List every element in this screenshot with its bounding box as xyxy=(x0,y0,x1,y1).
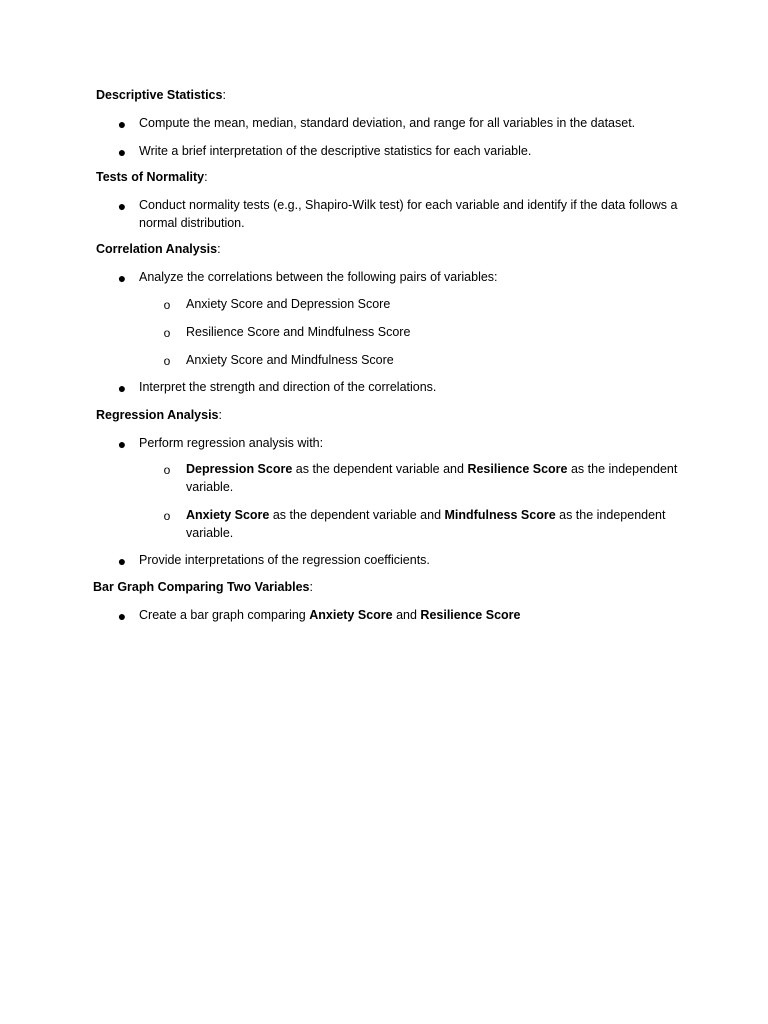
sub-list-item: Anxiety Score and Mindfulness Score xyxy=(186,353,394,367)
section-heading-bar-graph xyxy=(93,578,313,596)
independent-variable: Resilience Score xyxy=(467,462,568,476)
item-text: Create a bar graph comparing xyxy=(139,608,310,622)
model-text: as the independent variable. xyxy=(186,508,666,540)
bullet-icon: ● xyxy=(117,198,127,214)
heading-text: Bar Graph Comparing Two Variables xyxy=(93,580,310,594)
sub-bullet-icon: o xyxy=(163,354,171,368)
list-item: Perform regression analysis with: xyxy=(139,436,324,450)
independent-variable: Mindfulness Score xyxy=(444,508,556,522)
section-heading-correlation-analysis xyxy=(96,240,221,258)
sub-bullet-icon: o xyxy=(163,326,171,340)
model-text: as the dependent variable and xyxy=(269,508,445,522)
list-item: Analyze the correlations between the following pairs of variables: xyxy=(139,270,498,284)
list-item xyxy=(139,606,679,624)
variable-name: Resilience Score xyxy=(420,608,521,622)
heading-text: Descriptive Statistics xyxy=(96,88,223,102)
bullet-icon: ● xyxy=(117,553,127,569)
model-text: as the dependent variable and xyxy=(292,462,468,476)
list-item: Interpret the strength and direction of the correlations. xyxy=(139,380,437,394)
section-heading-tests-of-normality xyxy=(96,168,208,186)
list-item: Write a brief interpretation of the descriptive statistics for each variable. xyxy=(139,144,532,158)
heading-text: Regression Analysis xyxy=(96,408,219,422)
bullet-icon: ● xyxy=(117,144,127,160)
sub-bullet-icon: o xyxy=(163,509,171,523)
item-text: and xyxy=(392,608,421,622)
sub-bullet-icon: o xyxy=(163,298,171,312)
sub-list-item: Anxiety Score and Depression Score xyxy=(186,297,391,311)
bullet-icon: ● xyxy=(117,270,127,286)
section-heading-descriptive-statistics xyxy=(96,86,226,104)
heading-text: Tests of Normality xyxy=(96,170,205,184)
list-item: Conduct normality tests (e.g., Shapiro-Wilk test) for each variable and identify if the data follows a normal distribution. xyxy=(139,198,678,230)
list-item: Compute the mean, median, standard deviation, and range for all variables in the dataset. xyxy=(139,116,636,130)
heading-colon: : xyxy=(218,408,222,422)
heading-colon: : xyxy=(204,170,208,184)
heading-text: Correlation Analysis xyxy=(96,242,218,256)
sub-list-item-regression-model xyxy=(186,460,680,496)
heading-colon: : xyxy=(217,242,221,256)
list-item: Provide interpretations of the regression coefficients. xyxy=(139,553,430,567)
bullet-icon: ● xyxy=(117,380,127,396)
dependent-variable: Depression Score xyxy=(186,462,293,476)
dependent-variable: Anxiety Score xyxy=(186,508,270,522)
variable-name: Anxiety Score xyxy=(309,608,393,622)
sub-list-item-regression-model xyxy=(186,506,680,542)
bullet-icon: ● xyxy=(117,116,127,132)
heading-colon: : xyxy=(309,580,313,594)
sub-list-item: Resilience Score and Mindfulness Score xyxy=(186,325,411,339)
heading-colon: : xyxy=(222,88,226,102)
bullet-icon: ● xyxy=(117,436,127,452)
model-text: as the independent variable. xyxy=(186,462,678,494)
sub-bullet-icon: o xyxy=(163,463,171,477)
bullet-icon: ● xyxy=(117,608,127,624)
section-heading-regression-analysis xyxy=(96,406,222,424)
